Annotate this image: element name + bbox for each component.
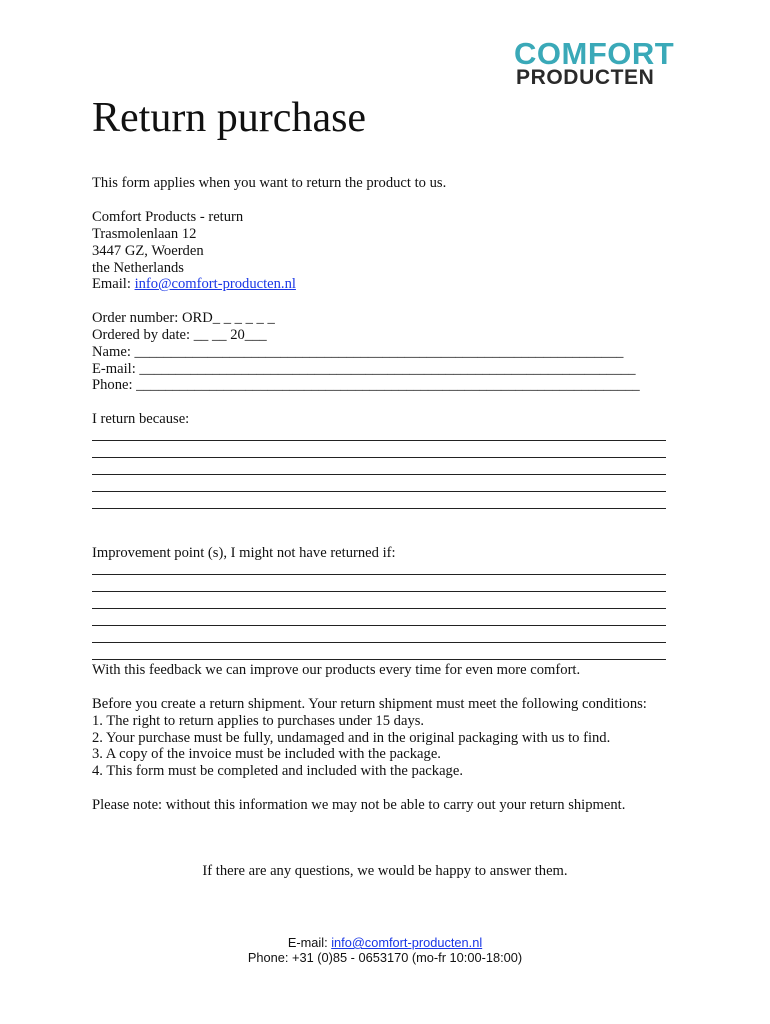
improvement-line[interactable] bbox=[92, 591, 666, 592]
logo-line-comfort: COMFORT bbox=[514, 36, 675, 71]
improvement-label: Improvement point (s), I might not have returned if: bbox=[92, 545, 396, 561]
condition-item: 3. A copy of the invoice must be included with the package. bbox=[92, 746, 441, 762]
return-reason-line[interactable] bbox=[92, 508, 666, 509]
footer-email bbox=[0, 935, 770, 951]
please-note: Please note: without this information we may not be able to carry out your return shipment. bbox=[92, 797, 626, 813]
condition-item: 1. The right to return applies to purchases under 15 days. bbox=[92, 713, 425, 729]
footer-phone: Phone: +31 (0)85 - 0653170 (mo-fr 10:00-18:00) bbox=[247, 950, 523, 965]
return-reason-line[interactable] bbox=[92, 457, 666, 458]
condition-item: 4. This form must be completed and included with the package. bbox=[92, 763, 463, 779]
improvement-line[interactable] bbox=[92, 625, 666, 626]
improvement-line[interactable] bbox=[92, 574, 666, 575]
email-label: Email: bbox=[92, 276, 135, 292]
return-reason-line[interactable] bbox=[92, 440, 666, 441]
address-line-1: Comfort Products - return bbox=[92, 209, 244, 225]
condition-item: 2. Your purchase must be fully, undamaged and in the original packaging with us to find. bbox=[92, 730, 611, 746]
feedback-note: With this feedback we can improve our products every time for even more comfort. bbox=[92, 662, 581, 678]
return-reason-label: I return because: bbox=[92, 411, 190, 427]
improvement-line[interactable] bbox=[92, 659, 666, 660]
ordered-date-field[interactable]: Ordered by date: __ __ 20___ bbox=[92, 327, 267, 343]
improvement-line[interactable] bbox=[92, 642, 666, 643]
improvement-line[interactable] bbox=[92, 608, 666, 609]
footer-email-link[interactable]: info@comfort-producten.nl bbox=[331, 935, 483, 950]
email-link[interactable]: info@comfort-producten.nl bbox=[134, 276, 296, 292]
email-field[interactable]: E-mail: ____________________________________________________________________ bbox=[92, 361, 636, 377]
address-line-2: Trasmolenlaan 12 bbox=[92, 226, 197, 242]
intro-text: This form applies when you want to return the product to us. bbox=[92, 175, 447, 191]
logo-line-producten: PRODUCTEN bbox=[516, 66, 655, 89]
return-reason-line[interactable] bbox=[92, 491, 666, 492]
conditions-intro: Before you create a return shipment. Your return shipment must meet the following conditions: bbox=[92, 696, 647, 712]
order-number-field[interactable]: Order number: ORD_ _ _ _ _ _ bbox=[92, 310, 275, 326]
address-line-3: 3447 GZ, Woerden bbox=[92, 243, 204, 259]
address-email bbox=[92, 276, 296, 293]
phone-field[interactable]: Phone: _____________________________________________________________________ bbox=[92, 377, 640, 393]
questions-text: If there are any questions, we would be happy to answer them. bbox=[202, 863, 568, 879]
address-line-4: the Netherlands bbox=[92, 260, 184, 276]
name-field[interactable]: Name: ___________________________________________________________________ bbox=[92, 344, 624, 360]
page-title: Return purchase bbox=[92, 95, 367, 141]
return-reason-line[interactable] bbox=[92, 474, 666, 475]
company-logo bbox=[514, 36, 694, 89]
footer-email-label: E-mail: bbox=[287, 935, 332, 950]
